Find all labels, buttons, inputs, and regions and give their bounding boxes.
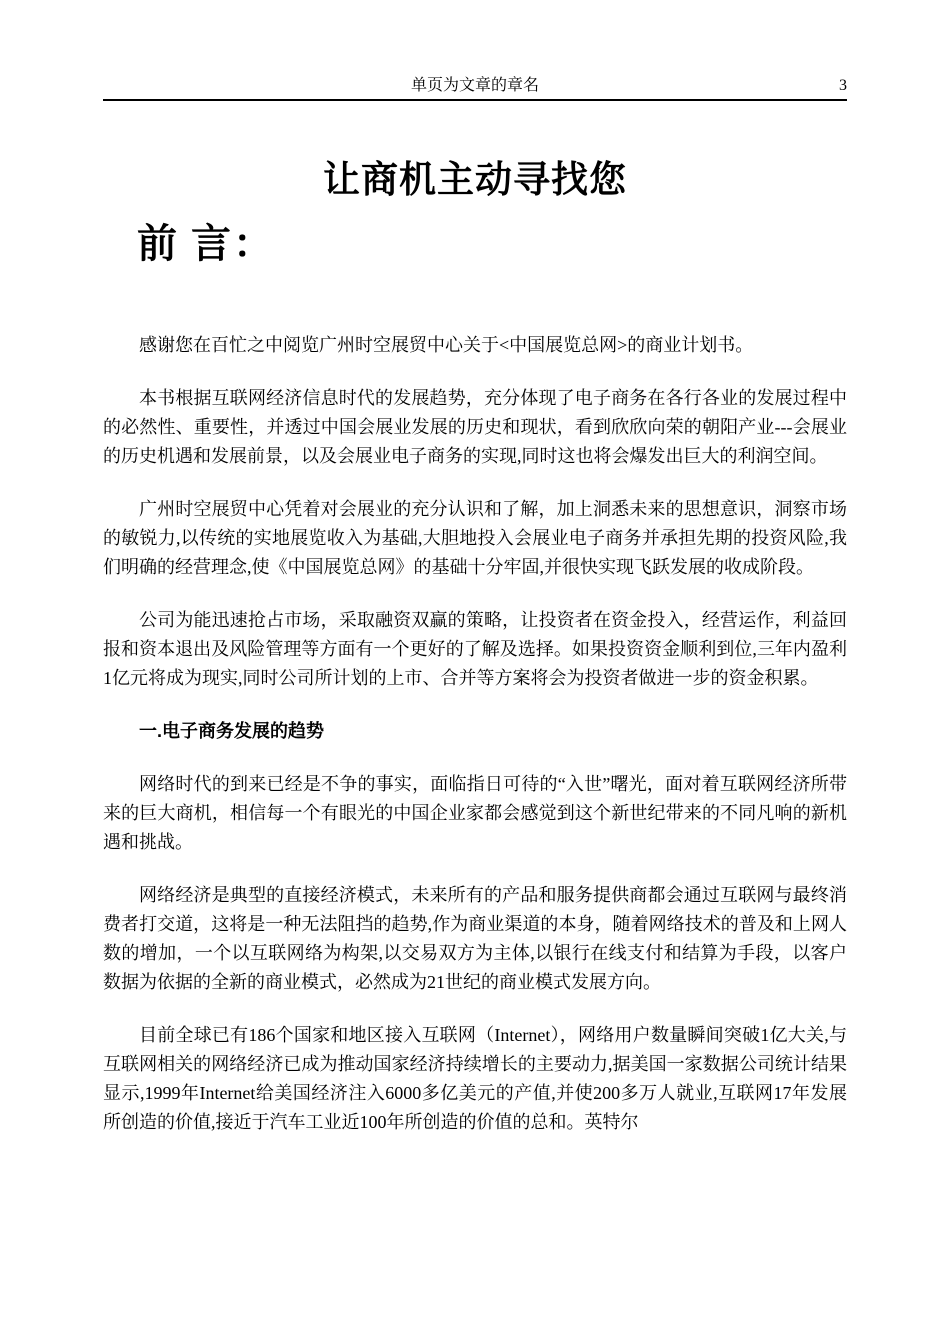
paragraph-global-internet-stats: 目前全球已有186个国家和地区接入互联网（Internet），网络用户数量瞬间突破1亿大关,与互联网相关的网络经济已成为推动国家经济持续增长的主要动力,据美国一家数据公司统计结果显示,1999年Internet给美国经济注入6000多亿美元的产值,并使200多万人就业,互联网17年发展所创造的价值,接近于汽车工业近100年所创造的价值的总和。英特尔 <box>103 1025 847 1133</box>
paragraph-financing-strategy: 公司为能迅速抢占市场，采取融资双赢的策略，让投资者在资金投入，经营运作，利益回报和资本退出及风险管理等方面有一个更好的了解及选择。如果投资资金顺利到位,三年内盈利1亿元将成为现实,同时公司所计划的上市、合并等方案将会为投资者做进一步的资金积累。 <box>103 610 847 689</box>
preface-heading: 前 言： <box>137 221 275 267</box>
paragraph-thanks: 感谢您在百忙之中阅览广州时空展贸中心关于<中国展览总网>的商业计划书。 <box>139 335 754 356</box>
paragraph-network-economy: 网络经济是典型的直接经济模式，未来所有的产品和服务提供商都会通过互联网与最终消费者打交道，这将是一种无法阻挡的趋势,作为商业渠道的本身，随着网络技术的普及和上网人数的增加，一个以互联网络为构架,以交易双方为主体,以银行在线支付和结算为手段，以客户数据为依据的全新的商业模式，必然成为21世纪的商业模式发展方向。 <box>103 885 847 993</box>
paragraph-company-insight: 广州时空展贸中心凭着对会展业的充分认识和了解，加上洞悉未来的思想意识，洞察市场的敏锐力,以传统的实地展览收入为基础,大胆地投入会展业电子商务并承担先期的投资风险,我们明确的经营理念,使《中国展览总网》的基础十分牢固,并很快实现飞跃发展的收成阶段。 <box>103 499 847 578</box>
page-header <box>103 76 847 96</box>
header-rule <box>103 99 847 101</box>
paragraph-book-overview: 本书根据互联网经济信息时代的发展趋势，充分体现了电子商务在各行各业的发展过程中的必然性、重要性，并透过中国会展业发展的历史和现状，看到欣欣向荣的朝阳产业---会展业的历史机遇和发展前景，以及会展业电子商务的实现,同时这也将会爆发出巨大的利润空间。 <box>103 388 847 467</box>
paragraph-internet-era: 网络时代的到来已经是不争的事实，面临指日可待的“入世”曙光，面对着互联网经济所带来的巨大商机，相信每一个有眼光的中国企业家都会感觉到这个新世纪带来的不同凡响的新机遇和挑战。 <box>103 774 847 853</box>
running-head-title: 单页为文章的章名 <box>410 77 539 94</box>
document-title: 让商机主动寻找您 <box>323 160 627 201</box>
page-number: 3 <box>839 77 847 94</box>
section-heading-ecommerce-trend: 一.电子商务发展的趋势 <box>139 721 324 742</box>
